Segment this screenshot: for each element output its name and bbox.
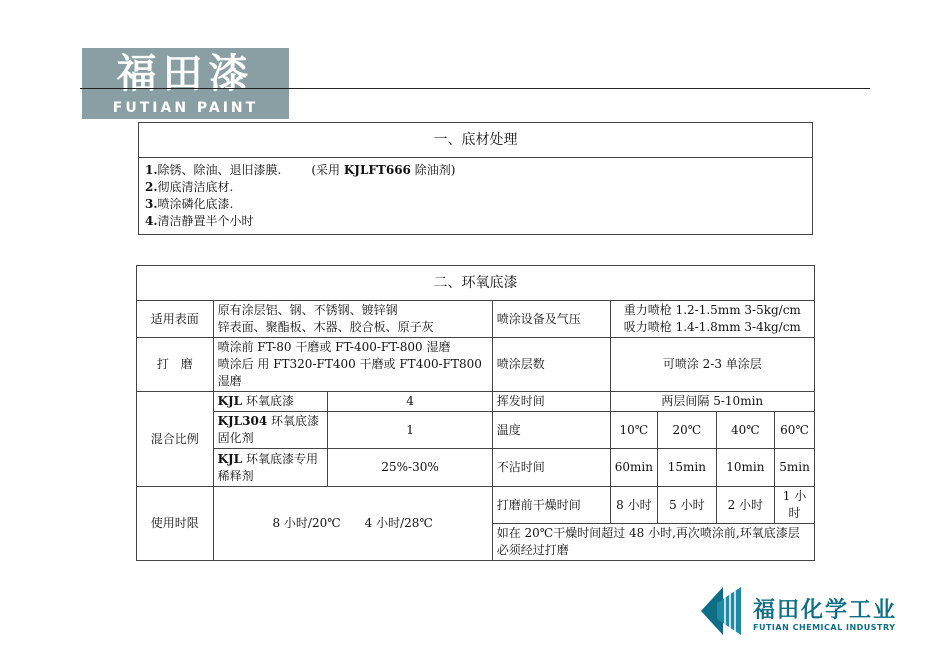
header-divider bbox=[80, 88, 870, 89]
equipment-label: 喷涂设备及气压 bbox=[492, 301, 610, 338]
layers-value: 可喷涂 2-3 单涂层 bbox=[610, 338, 814, 392]
mix-value-3: 25%-30% bbox=[328, 449, 492, 487]
logo-english-text: FUTIAN PAINT bbox=[112, 100, 259, 116]
sanding-value: 喷涂前 FT-80 干磨或 FT-400-FT-800 湿磨 喷涂后 用 FT320-FT400 干磨或 FT400-FT800 湿磨 bbox=[213, 338, 492, 392]
dry-time-2: 5 小时 bbox=[658, 487, 716, 524]
tackfree-label: 不沾时间 bbox=[492, 449, 610, 487]
tackfree-1: 60min bbox=[610, 449, 658, 487]
dry-time-label: 打磨前干燥时间 bbox=[492, 487, 610, 524]
layers-label: 喷涂层数 bbox=[492, 338, 610, 392]
mix-value-1: 4 bbox=[328, 392, 492, 412]
section-title: 一、底材处理 bbox=[139, 123, 813, 158]
footer-company-cn: 福田化学工业 bbox=[753, 598, 898, 623]
tackfree-4: 5min bbox=[775, 449, 815, 487]
epoxy-primer-table bbox=[136, 265, 815, 561]
sanding-note: 如在 20℃干燥时间超过 48 小时,再次喷涂前,环氧底漆层必须经过打磨 bbox=[492, 524, 814, 561]
temp-4: 60℃ bbox=[775, 412, 815, 449]
mix-ratio-label: 混合比例 bbox=[137, 392, 214, 487]
footer-company-en: FUTIAN CHEMICAL INDUSTRY bbox=[753, 623, 896, 632]
dry-time-1: 8 小时 bbox=[610, 487, 658, 524]
step-2: 2.彻底清洁底材. bbox=[145, 180, 234, 194]
flash-value: 两层间隔 5-10min bbox=[610, 392, 814, 412]
temp-2: 20℃ bbox=[658, 412, 716, 449]
temp-3: 40℃ bbox=[716, 412, 774, 449]
flash-label: 挥发时间 bbox=[492, 392, 610, 412]
step-1: 1.除锈、除油、退旧漆膜. (采用 KJLFT666 除油剂) bbox=[145, 163, 456, 177]
dry-time-3: 2 小时 bbox=[716, 487, 774, 524]
futian-paint-logo bbox=[82, 48, 289, 119]
pot-life-label: 使用时限 bbox=[137, 487, 214, 561]
treatment-steps bbox=[139, 158, 813, 235]
dry-time-4: 1 小时 bbox=[775, 487, 815, 524]
temp-1: 10℃ bbox=[610, 412, 658, 449]
step-3: 3.喷涂磷化底漆. bbox=[145, 197, 234, 211]
mix-component-2: KJL304 环氧底漆固化剂 bbox=[213, 412, 328, 449]
substrate-treatment-table bbox=[138, 122, 813, 235]
surface-label: 适用表面 bbox=[137, 301, 214, 338]
section-title: 二、环氧底漆 bbox=[137, 266, 815, 301]
mix-component-3: KJL 环氧底漆专用稀释剂 bbox=[213, 449, 328, 487]
surface-value: 原有涂层铝、钢、不锈钢、镀锌钢 锌表面、聚酯板、木器、胶合板、原子灰 bbox=[213, 301, 492, 338]
step-4: 4.清洁静置半个小时 bbox=[145, 214, 254, 228]
sanding-label: 打 磨 bbox=[137, 338, 214, 392]
mix-component-1: KJL 环氧底漆 bbox=[213, 392, 328, 412]
tackfree-3: 10min bbox=[716, 449, 774, 487]
mix-value-2: 1 bbox=[328, 412, 492, 449]
logo-chinese-text: 福田漆 bbox=[116, 51, 255, 97]
equipment-value: 重力喷枪 1.2-1.5mm 3-5kg/cm 吸力喷枪 1.4-1.8mm 3-4kg/cm bbox=[610, 301, 814, 338]
pot-life-value: 8 小时/20℃ 4 小时/28℃ bbox=[213, 487, 492, 561]
tackfree-2: 15min bbox=[658, 449, 716, 487]
futian-chemical-logo bbox=[697, 583, 912, 639]
company-emblem-icon bbox=[697, 583, 747, 639]
temperature-label: 温度 bbox=[492, 412, 610, 449]
